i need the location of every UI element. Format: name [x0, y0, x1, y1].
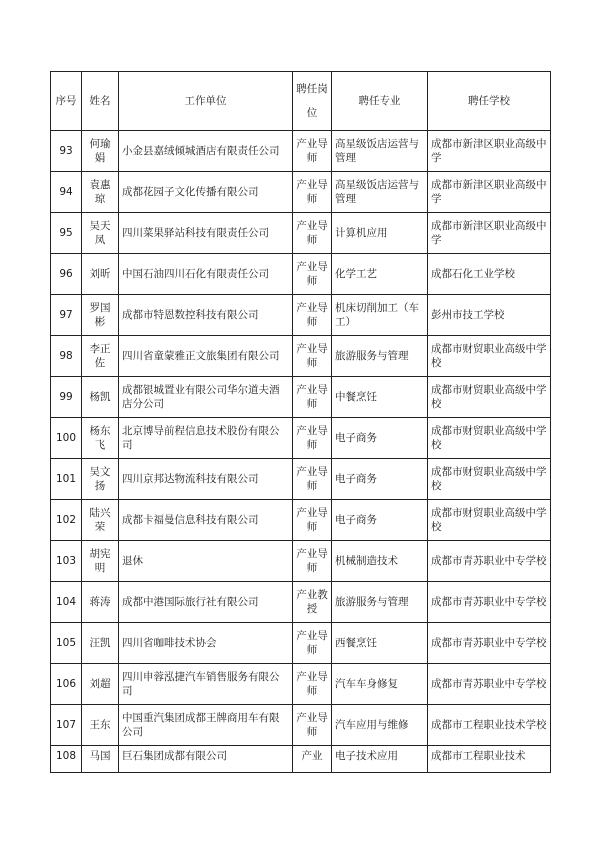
cell-unit: 退休	[119, 541, 293, 582]
mentor-table	[50, 71, 551, 773]
cell-unit: 中国石油四川石化有限责任公司	[119, 254, 293, 295]
cell-seq: 95	[51, 213, 82, 254]
cell-major: 电子商务	[332, 459, 428, 500]
cell-school: 成都石化工业学校	[428, 254, 551, 295]
cell-school: 成都市财贸职业高级中学校	[428, 377, 551, 418]
cell-school: 成都市工程职业技术学校	[428, 705, 551, 746]
cell-school: 成都市青苏职业中专学校	[428, 582, 551, 623]
header-name: 姓名	[82, 72, 119, 131]
cell-name: 胡宪明	[82, 541, 119, 582]
cell-major: 机床切削加工（车工）	[332, 295, 428, 336]
table-row	[51, 746, 551, 773]
cell-school: 成都市工程职业技术	[428, 746, 551, 773]
table-row	[51, 336, 551, 377]
cell-major: 计算机应用	[332, 213, 428, 254]
cell-school: 成都市青苏职业中专学校	[428, 623, 551, 664]
cell-unit: 巨石集团成都有限公司	[119, 746, 293, 773]
cell-position: 产业导师	[293, 336, 332, 377]
table-row	[51, 254, 551, 295]
cell-major: 电子技术应用	[332, 746, 428, 773]
cell-major: 汽车车身修复	[332, 664, 428, 705]
header-school: 聘任学校	[428, 72, 551, 131]
cell-name: 刘超	[82, 664, 119, 705]
table-row	[51, 131, 551, 172]
cell-major: 旅游服务与管理	[332, 582, 428, 623]
cell-position: 产业导师	[293, 254, 332, 295]
cell-seq: 98	[51, 336, 82, 377]
table-row	[51, 459, 551, 500]
cell-name: 王东	[82, 705, 119, 746]
cell-seq: 108	[51, 746, 82, 773]
cell-major: 旅游服务与管理	[332, 336, 428, 377]
cell-school: 彭州市技工学校	[428, 295, 551, 336]
cell-unit: 成都中港国际旅行社有限公司	[119, 582, 293, 623]
cell-major: 电子商务	[332, 418, 428, 459]
cell-position: 产业导师	[293, 664, 332, 705]
cell-major: 电子商务	[332, 500, 428, 541]
cell-name: 何瑜娟	[82, 131, 119, 172]
table-row	[51, 418, 551, 459]
cell-school: 成都市新津区职业高级中学	[428, 172, 551, 213]
header-position-label: 聘任岗位	[296, 83, 328, 119]
cell-unit: 四川申蓉泓捷汽车销售服务有限公司	[119, 664, 293, 705]
cell-position: 产业导师	[293, 418, 332, 459]
cell-position: 产业导师	[293, 172, 332, 213]
cell-school: 成都市财贸职业高级中学校	[428, 336, 551, 377]
cell-major: 高星级饭店运营与管理	[332, 131, 428, 172]
cell-name: 杨凯	[82, 377, 119, 418]
cell-unit: 成都市特恩数控科技有限公司	[119, 295, 293, 336]
cell-seq: 102	[51, 500, 82, 541]
cell-school: 成都市青苏职业中专学校	[428, 541, 551, 582]
table-row	[51, 377, 551, 418]
cell-name: 陆兴荣	[82, 500, 119, 541]
cell-school: 成都市财贸职业高级中学校	[428, 418, 551, 459]
cell-position: 产业导师	[293, 213, 332, 254]
cell-name: 蒋涛	[82, 582, 119, 623]
cell-school: 成都市财贸职业高级中学校	[428, 500, 551, 541]
header-row	[51, 72, 551, 131]
cell-seq: 97	[51, 295, 82, 336]
cell-major: 化学工艺	[332, 254, 428, 295]
cell-major: 机械制造技术	[332, 541, 428, 582]
cell-position: 产业教授	[293, 582, 332, 623]
cell-seq: 93	[51, 131, 82, 172]
cell-position: 产业	[293, 746, 332, 773]
header-major: 聘任专业	[332, 72, 428, 131]
document-page	[50, 71, 551, 773]
cell-unit: 成都花园子文化传播有限公司	[119, 172, 293, 213]
cell-major: 西餐烹饪	[332, 623, 428, 664]
cell-unit: 小金县嘉绒倾城酒店有限责任公司	[119, 131, 293, 172]
cell-seq: 99	[51, 377, 82, 418]
cell-seq: 106	[51, 664, 82, 705]
cell-unit: 成都银城置业有限公司华尔道夫酒店分公司	[119, 377, 293, 418]
cell-seq: 104	[51, 582, 82, 623]
table-row	[51, 582, 551, 623]
header-unit: 工作单位	[119, 72, 293, 131]
cell-position: 产业导师	[293, 459, 332, 500]
cell-seq: 101	[51, 459, 82, 500]
table-row	[51, 623, 551, 664]
cell-position: 产业导师	[293, 705, 332, 746]
cell-name: 汪凯	[82, 623, 119, 664]
cell-position: 产业导师	[293, 500, 332, 541]
cell-major: 高星级饭店运营与管理	[332, 172, 428, 213]
cell-name: 罗国彬	[82, 295, 119, 336]
cell-name: 袁惠琼	[82, 172, 119, 213]
cell-position: 产业导师	[293, 131, 332, 172]
cell-name: 马国	[82, 746, 119, 773]
header-position	[293, 72, 332, 131]
cell-name: 李正佐	[82, 336, 119, 377]
cell-position: 产业导师	[293, 377, 332, 418]
cell-school: 成都市青苏职业中专学校	[428, 664, 551, 705]
cell-unit: 中国重汽集团成都王牌商用车有限公司	[119, 705, 293, 746]
cell-unit: 北京博导前程信息技术股份有限公司	[119, 418, 293, 459]
cell-position: 产业导师	[293, 295, 332, 336]
cell-seq: 105	[51, 623, 82, 664]
cell-position: 产业导师	[293, 541, 332, 582]
cell-name: 吴天凤	[82, 213, 119, 254]
header-seq: 序号	[51, 72, 82, 131]
cell-seq: 96	[51, 254, 82, 295]
cell-school: 成都市新津区职业高级中学	[428, 213, 551, 254]
cell-seq: 100	[51, 418, 82, 459]
table-row	[51, 500, 551, 541]
cell-school: 成都市财贸职业高级中学校	[428, 459, 551, 500]
cell-unit: 成都卡福曼信息科技有限公司	[119, 500, 293, 541]
cell-seq: 107	[51, 705, 82, 746]
cell-school: 成都市新津区职业高级中学	[428, 131, 551, 172]
cell-unit: 四川菜果驿站科技有限责任公司	[119, 213, 293, 254]
cell-unit: 四川京邦达物流科技有限公司	[119, 459, 293, 500]
cell-name: 刘昕	[82, 254, 119, 295]
table-row	[51, 705, 551, 746]
table-row	[51, 213, 551, 254]
cell-major: 汽车应用与维修	[332, 705, 428, 746]
table-row	[51, 664, 551, 705]
table-row	[51, 295, 551, 336]
cell-name: 杨东飞	[82, 418, 119, 459]
cell-unit: 四川省咖啡技术协会	[119, 623, 293, 664]
table-row	[51, 172, 551, 213]
cell-position: 产业导师	[293, 623, 332, 664]
cell-unit: 四川省童蒙雅正文旅集团有限公司	[119, 336, 293, 377]
table-body	[51, 131, 551, 773]
cell-major: 中餐烹饪	[332, 377, 428, 418]
cell-seq: 103	[51, 541, 82, 582]
cell-seq: 94	[51, 172, 82, 213]
cell-name: 吴文扬	[82, 459, 119, 500]
table-row	[51, 541, 551, 582]
